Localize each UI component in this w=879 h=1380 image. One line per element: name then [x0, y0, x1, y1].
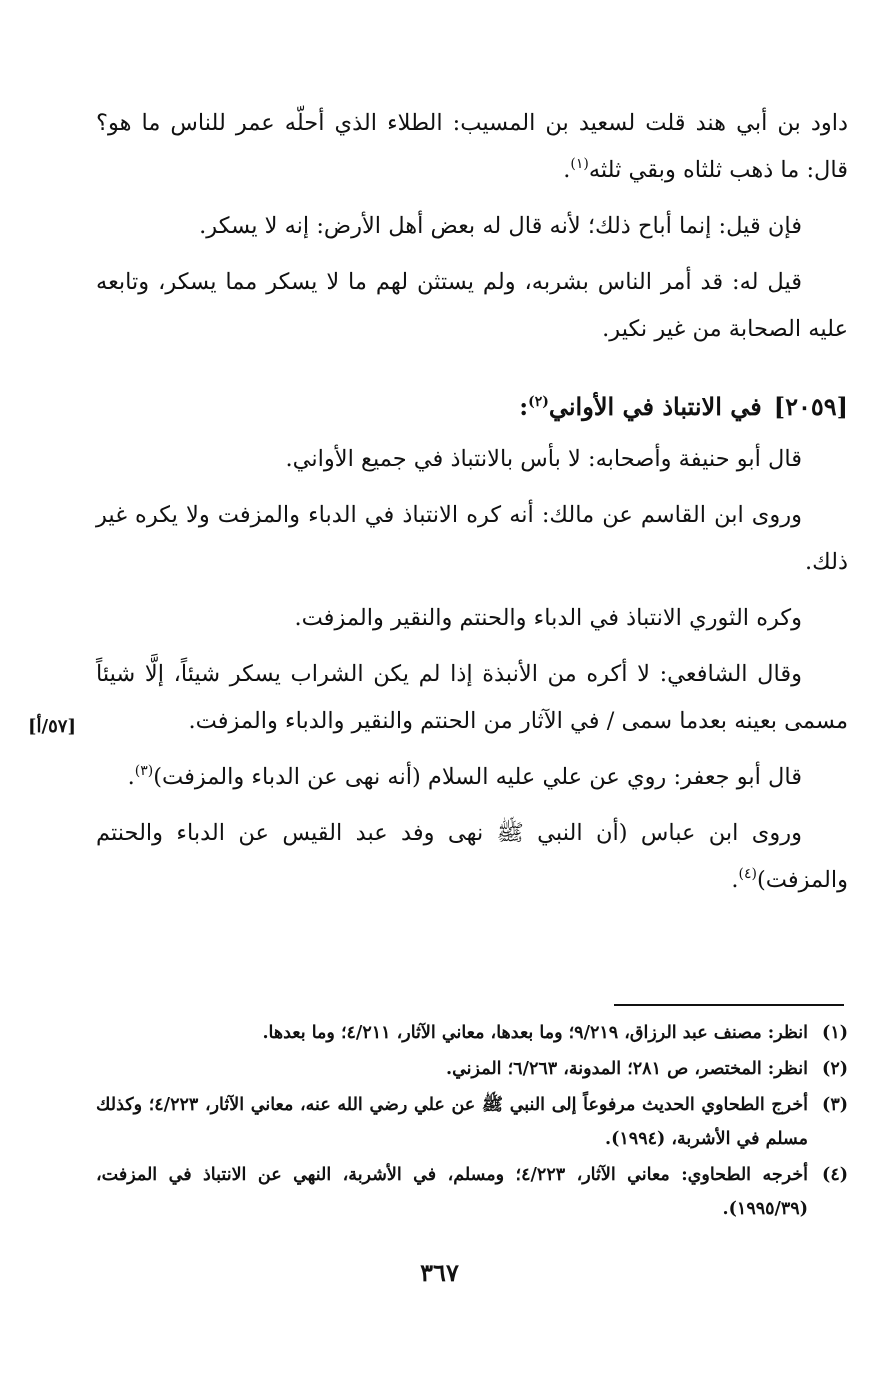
paragraph-4: قال أبو حنيفة وأصحابه: لا بأس بالانتباذ في جميع الأواني. — [285, 446, 802, 472]
footnote-ref-4[interactable]: (٤) — [738, 866, 757, 882]
paragraph-2: فإن قيل: إنما أباح ذلك؛ لأنه قال له بعض أهل الأرض: إنه لا يسكر. — [199, 213, 802, 239]
paragraph-6: وكره الثوري الانتباذ في الدباء والحنتم والنقير والمزفت. — [294, 605, 802, 631]
footnote-text: انظر: مصنف عبد الرزاق، ٩/٢١٩؛ وما بعدها، معاني الآثار، ٤/٢١١؛ وما بعدها. — [262, 1023, 808, 1043]
footnote-2 — [96, 1052, 848, 1086]
section-heading: [٢٠٥٩]في الانتباذ في الأواني$^{(٢)}$: — [519, 392, 848, 421]
section-title: في الانتباذ في الأواني — [548, 392, 762, 421]
footnote-ref-1[interactable]: (١) — [570, 156, 589, 172]
paragraph-7: وقال الشافعي: لا أكره من الأنبذة إذا لم يكن الشراب يسكر شيئاً، إلَّا شيئاً مسمى بعينه بعدما سمى / في الآثار من الحنتم والنقير والدباء والمزفت. — [96, 661, 848, 734]
footnote-3 — [96, 1088, 848, 1156]
footnote-1 — [96, 1016, 848, 1050]
footnote-4 — [96, 1158, 848, 1226]
paragraph-1: داود بن أبي هند قلت لسعيد بن المسيب: الطلاء الذي أحلّه عمر للناس ما هو؟ قال: ما ذهب ثلثاه وبقي ثلثه$^{(١)}$. — [96, 110, 848, 183]
footnote-ref-2[interactable]: (٢) — [528, 394, 549, 410]
footnote-text: أخرجه الطحاوي: معاني الآثار، ٤/٢٢٣؛ ومسلم، في الأشربة، النهي عن الانتباذ في المزفت، (١٩٩٥/٣٩). — [96, 1165, 808, 1219]
footnote-mark: (١) — [822, 1023, 848, 1043]
page-number: ٣٦٧ — [420, 1258, 459, 1287]
paragraph-5: وروى ابن القاسم عن مالك: أنه كره الانتباذ في الدباء والمزفت ولا يكره غير ذلك. — [96, 502, 848, 575]
footnote-mark: (٣) — [822, 1095, 848, 1115]
paragraph-3: قيل له: قد أمر الناس بشربه، ولم يستثن لهم ما لا يسكر مما يسكر، وتابعه عليه الصحابة من غير نكير. — [96, 269, 848, 342]
paragraph-9: وروى ابن عباس (أن النبي ﷺ نهى وفد عبد القيس عن الدباء والحنتم والمزفت)$^{(٤)}$. — [96, 820, 848, 893]
footnote-divider — [614, 1004, 844, 1006]
footnote-mark: (٤) — [822, 1165, 848, 1185]
manuscript-folio-note: [٥٧/أ] — [28, 716, 76, 737]
footnote-text: أخرج الطحاوي الحديث مرفوعاً إلى النبي ﷺ عن علي رضي الله عنه، معاني الآثار، ٤/٢٢٣؛ وكذلك مسلم في الأشربة، (١٩٩٤). — [96, 1095, 808, 1149]
main-text — [96, 100, 848, 913]
footnotes — [96, 1016, 848, 1228]
footnote-mark: (٢) — [822, 1059, 848, 1079]
paragraph-8: قال أبو جعفر: روي عن علي عليه السلام (أنه نهى عن الدباء والمزفت)$^{(٣)}$. — [127, 763, 802, 790]
section-number: [٢٠٥٩] — [773, 392, 848, 421]
footnote-ref-3[interactable]: (٣) — [134, 763, 154, 779]
footnote-text: انظر: المختصر، ص ٢٨١؛ المدونة، ٦/٢٦٣؛ المزني. — [446, 1059, 808, 1079]
